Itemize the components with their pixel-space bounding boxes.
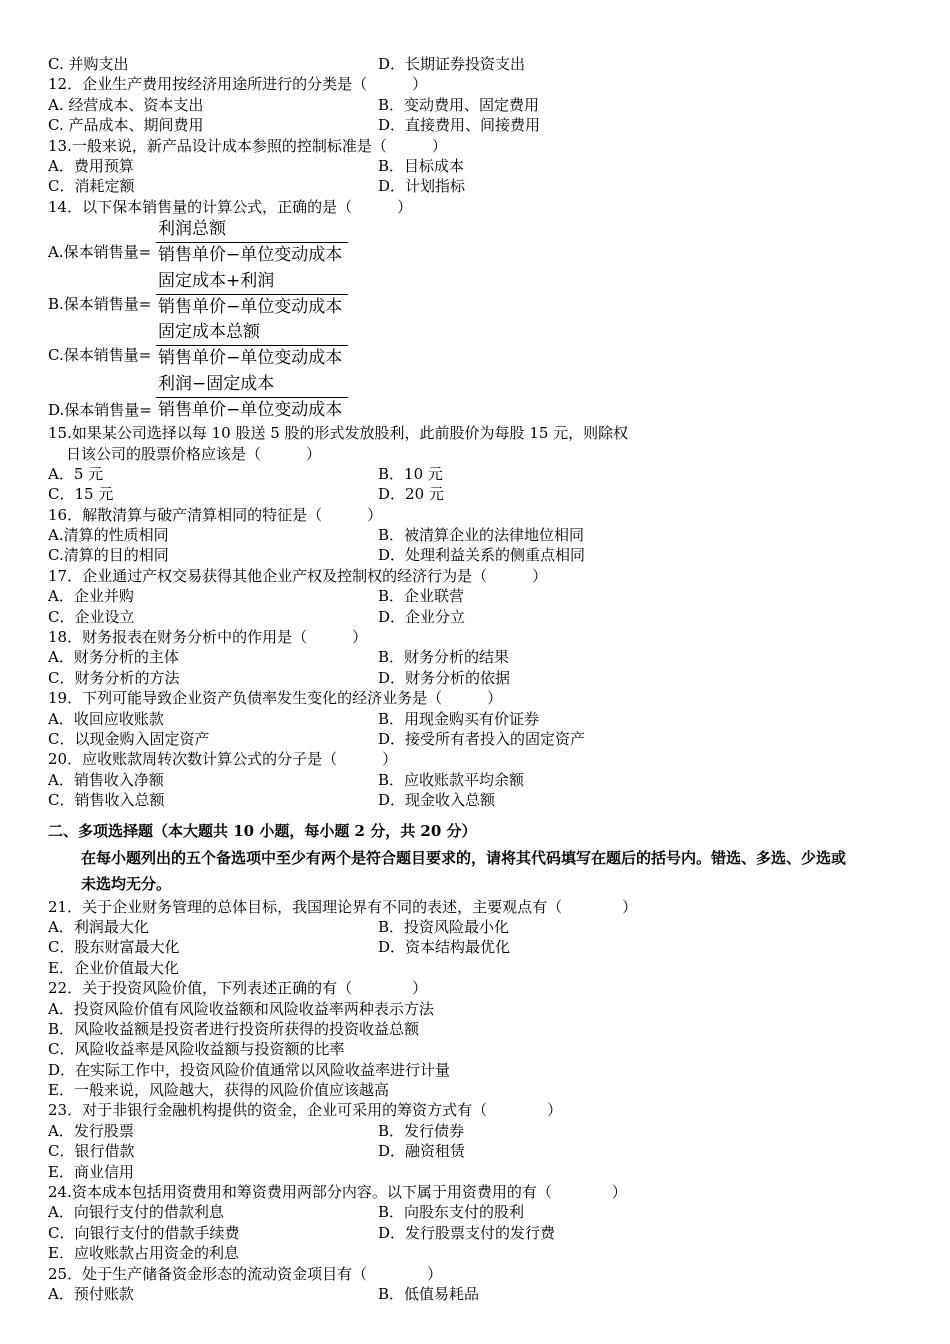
- option-row: [48, 709, 938, 729]
- fraction: [156, 269, 348, 319]
- fraction: [156, 372, 348, 422]
- option-row: [48, 917, 938, 937]
- option-d: D．现金收入总额: [378, 791, 496, 810]
- question-15-stem: 15.如果某公司选择以每 10 股送 5 股的形式发放股利，此前股价为每股 15 元，则除权: [48, 424, 629, 443]
- option-c: C．风险收益率是风险收益额与投资额的比率: [48, 1040, 345, 1059]
- option-d: D．直接费用、间接费用: [378, 116, 541, 135]
- option-row: [48, 1141, 938, 1161]
- option-b: B．目标成本: [378, 156, 465, 175]
- formula-option-d: [48, 372, 938, 424]
- option-b: B．向股东支付的股利: [378, 1203, 525, 1222]
- formula-option-c: [48, 320, 938, 372]
- option-row: [48, 647, 938, 667]
- option-d: D．计划指标: [378, 177, 466, 196]
- option-e: E．一般来说，风险越大，获得的风险价值应该越高: [48, 1081, 389, 1100]
- option-a: A．企业并购: [48, 587, 134, 606]
- option-row: [48, 729, 938, 749]
- question-13-stem: 13.一般来说，新产品设计成本参照的控制标准是（ ）: [48, 136, 447, 155]
- question-24-stem: 24.资本成本包括用资费用和筹资费用两部分内容。以下属于用资费用的有（ ）: [48, 1183, 627, 1202]
- question-20-stem: 20．应收账款周转次数计算公式的分子是（ ）: [48, 750, 398, 769]
- question-21-stem: 21．关于企业财务管理的总体目标，我国理论界有不同的表述，主要观点有（ ）: [48, 897, 638, 916]
- option-row: [48, 1223, 938, 1243]
- option-c: C. 产品成本、期间费用: [48, 116, 204, 135]
- section-2-instructions: 在每小题列出的五个备选项中至少有两个是符合题目要求的，请将其代码填写在题后的括号内。错选、多选、少选或: [81, 848, 847, 867]
- option-row: [48, 115, 938, 135]
- option-row: [48, 937, 938, 957]
- question-25-stem: 25．处于生产储备资金形态的流动资金项目有（ ）: [48, 1264, 443, 1283]
- option-b: B．变动费用、固定费用: [378, 95, 540, 114]
- formula-prefix: A.保本销售量=: [48, 243, 152, 262]
- option-a: A．销售收入净额: [48, 770, 164, 789]
- option-b: B．财务分析的结果: [378, 648, 510, 667]
- option-row: [48, 1284, 938, 1304]
- option-row: [48, 790, 938, 810]
- option-c: C.清算的目的相同: [48, 546, 169, 565]
- option-a: A．5 元: [48, 464, 104, 483]
- option-b: B．被清算企业的法律地位相同: [378, 526, 585, 545]
- option-b: B．低值易耗品: [378, 1284, 480, 1303]
- question-22-stem: 22．关于投资风险价值，下列表述正确的有（ ）: [48, 979, 428, 998]
- section-2-title: 二、多项选择题（本大题共 10 小题，每小题 2 分，共 20 分）: [48, 821, 477, 840]
- fraction-numerator: 固定成本总额: [158, 322, 260, 343]
- option-c: C．股东财富最大化: [48, 938, 180, 957]
- option-a: A．投资风险价值有风险收益额和风险收益率两种表示方法: [48, 999, 434, 1018]
- option-a: A．发行股票: [48, 1121, 134, 1140]
- fraction-numerator: 利润−固定成本: [158, 373, 275, 394]
- fraction: [156, 320, 348, 370]
- formula-option-b: [48, 269, 938, 321]
- option-d: D．在实际工作中，投资风险价值通常以风险收益率进行计量: [48, 1060, 451, 1079]
- question-12-stem: 12．企业生产费用按经济用途所进行的分类是（ ）: [48, 75, 428, 94]
- option-d: D．处理利益关系的侧重点相同: [378, 546, 586, 565]
- option-b: B．风险收益额是投资者进行投资所获得的投资收益总额: [48, 1019, 420, 1038]
- formula-prefix: C.保本销售量=: [48, 346, 152, 365]
- option-b: B．发行债券: [378, 1121, 465, 1140]
- option-b: B．应收账款平均余额: [378, 770, 525, 789]
- question-19-stem: 19．下列可能导致企业资产负债率发生变化的经济业务是（ ）: [48, 689, 503, 708]
- option-d: D．长期证券投资支出: [378, 55, 526, 73]
- option-row: [48, 176, 938, 196]
- question-18-stem: 18．财务报表在财务分析中的作用是（ ）: [48, 628, 368, 647]
- option-c: C．企业设立: [48, 607, 135, 626]
- option-a: A．预付账款: [48, 1284, 134, 1303]
- option-a: A．向银行支付的借款利息: [48, 1203, 224, 1222]
- option-row: [48, 1202, 938, 1222]
- option-row: [48, 54, 938, 74]
- option-d: D．发行股票支付的发行费: [378, 1223, 556, 1242]
- option-row: [48, 607, 938, 627]
- option-a: A.清算的性质相同: [48, 526, 169, 545]
- fraction-denominator: 销售单价−单位变动成本: [158, 245, 343, 266]
- option-c: C．15 元: [48, 485, 114, 504]
- option-row: [48, 1121, 938, 1141]
- option-row: [48, 770, 938, 790]
- option-d: D．20 元: [378, 485, 444, 504]
- formula-option-a: [48, 217, 938, 269]
- option-a: A．费用预算: [48, 156, 134, 175]
- fraction-numerator: 固定成本+利润: [158, 270, 275, 291]
- fraction-numerator: 利润总额: [158, 219, 226, 240]
- option-c: C．银行借款: [48, 1142, 135, 1161]
- question-17-stem: 17．企业通过产权交易获得其他企业产权及控制权的经济行为是（ ）: [48, 566, 548, 585]
- option-c: C. 并购支出: [48, 55, 129, 73]
- option-a: A. 经营成本、资本支出: [48, 95, 204, 114]
- option-d: D．企业分立: [378, 607, 466, 626]
- fraction-denominator: 销售单价−单位变动成本: [158, 399, 343, 420]
- option-row: [48, 586, 938, 606]
- option-a: A．利润最大化: [48, 917, 149, 936]
- option-row: [48, 545, 938, 565]
- option-row: [48, 464, 938, 484]
- exam-page: [48, 54, 938, 1304]
- option-e: E．企业价值最大化: [48, 958, 179, 977]
- option-c: C．以现金购入固定资产: [48, 729, 210, 748]
- option-c: C．财务分析的方法: [48, 668, 180, 687]
- option-row: [48, 156, 938, 176]
- fraction: [156, 217, 348, 267]
- question-14-stem: 14．以下保本销售量的计算公式，正确的是（ ）: [48, 197, 413, 216]
- option-e: E．应收账款占用资金的利息: [48, 1244, 239, 1263]
- question-23-stem: 23．对于非银行金融机构提供的资金，企业可采用的筹资方式有（ ）: [48, 1101, 563, 1120]
- formula-prefix: D.保本销售量=: [48, 400, 152, 419]
- option-d: D．接受所有者投入的固定资产: [378, 729, 586, 748]
- option-a: A．收回应收账款: [48, 709, 164, 728]
- fraction-denominator: 销售单价−单位变动成本: [158, 296, 343, 317]
- section-2-instructions-cont: 未选均无分。: [81, 874, 172, 893]
- option-c: C．销售收入总额: [48, 791, 165, 810]
- option-a: A．财务分析的主体: [48, 648, 179, 667]
- option-b: B．10 元: [378, 464, 443, 483]
- option-e: E．商业信用: [48, 1162, 134, 1181]
- option-d: D．融资租赁: [378, 1142, 466, 1161]
- fraction-denominator: 销售单价−单位变动成本: [158, 348, 343, 369]
- option-row: [48, 95, 938, 115]
- formula-prefix: B.保本销售量=: [48, 294, 152, 313]
- option-c: C．消耗定额: [48, 177, 135, 196]
- option-d: D．财务分析的依据: [378, 668, 511, 687]
- question-16-stem: 16．解散清算与破产清算相同的特征是（ ）: [48, 505, 383, 524]
- option-row: [48, 668, 938, 688]
- option-b: B．投资风险最小化: [378, 917, 510, 936]
- option-b: B．企业联营: [378, 587, 465, 606]
- option-c: C．向银行支付的借款手续费: [48, 1223, 240, 1242]
- question-15-stem-cont: 日该公司的股票价格应该是（ ）: [66, 444, 322, 463]
- option-row: [48, 525, 938, 545]
- option-d: D．资本结构最优化: [378, 938, 511, 957]
- option-row: [48, 484, 938, 504]
- option-b: B．用现金购买有价证券: [378, 709, 540, 728]
